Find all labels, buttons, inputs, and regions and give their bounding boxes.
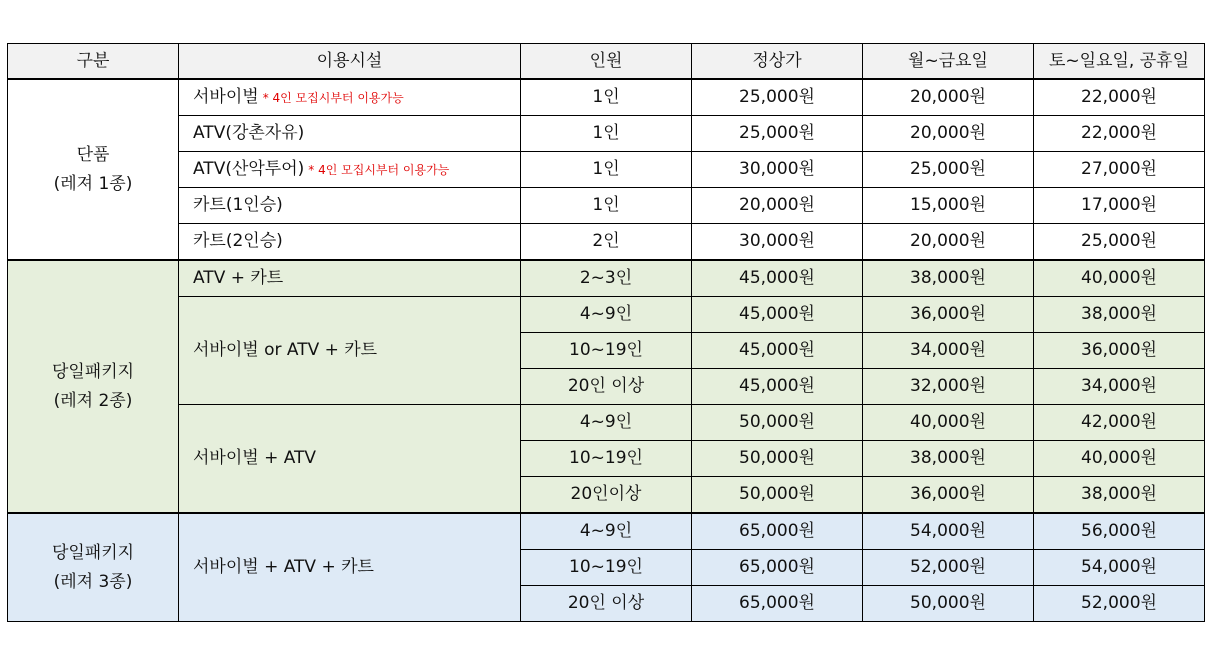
people-cell: 20인 이상 [521,586,692,622]
category-label: 당일패키지 [51,543,135,564]
people-cell: 1인 [521,152,692,188]
table-row [8,152,1205,188]
weekend-price-cell: 54,000원 [1034,550,1205,586]
table-row [8,513,1205,550]
regular-price-cell: 50,000원 [692,441,863,477]
regular-price-cell: 50,000원 [692,477,863,514]
header-regular-price: 정상가 [692,44,863,80]
regular-price-cell: 30,000원 [692,152,863,188]
table-row [8,297,1205,333]
header-row [8,44,1205,80]
facility-cell [179,79,521,116]
category-sub-label: (레져 1종) [53,173,133,194]
category-sub-label: (레져 2종) [53,390,133,411]
regular-price-cell: 50,000원 [692,405,863,441]
weekday-price-cell: 40,000원 [863,405,1034,441]
people-cell: 2~3인 [521,260,692,297]
header-facility: 이용시설 [179,44,521,80]
weekend-price-cell: 25,000원 [1034,224,1205,261]
people-cell: 10~19인 [521,441,692,477]
weekend-price-cell: 52,000원 [1034,586,1205,622]
weekday-price-cell: 52,000원 [863,550,1034,586]
table-row [8,188,1205,224]
facility-cell [179,188,521,224]
weekend-price-cell: 22,000원 [1034,79,1205,116]
table-row [8,224,1205,261]
weekend-price-cell: 36,000원 [1034,333,1205,369]
weekend-price-cell: 42,000원 [1034,405,1205,441]
facility-cell [179,152,521,188]
weekend-price-cell: 34,000원 [1034,369,1205,405]
weekday-price-cell: 38,000원 [863,260,1034,297]
regular-price-cell: 30,000원 [692,224,863,261]
people-cell: 4~9인 [521,297,692,333]
weekend-price-cell: 27,000원 [1034,152,1205,188]
facility-note: * 4인 모집시부터 이용가능 [262,91,404,106]
regular-price-cell: 45,000원 [692,369,863,405]
facility-cell: ATV + 카트 [179,260,521,297]
people-cell: 4~9인 [521,405,692,441]
regular-price-cell: 20,000원 [692,188,863,224]
header-people: 인원 [521,44,692,80]
category-cell [8,260,179,513]
header-weekday-price: 월~금요일 [863,44,1034,80]
facility-label: 카트(1인승) [193,195,283,216]
people-cell: 1인 [521,188,692,224]
facility-cell: 서바이벌 + ATV [179,405,521,514]
weekday-price-cell: 32,000원 [863,369,1034,405]
weekday-price-cell: 25,000원 [863,152,1034,188]
category-cell [8,79,179,260]
group-package-3 [8,513,1205,622]
weekday-price-cell: 34,000원 [863,333,1034,369]
group-single [8,79,1205,260]
people-cell: 2인 [521,224,692,261]
weekday-price-cell: 36,000원 [863,297,1034,333]
weekday-price-cell: 15,000원 [863,188,1034,224]
weekend-price-cell: 38,000원 [1034,297,1205,333]
people-cell: 10~19인 [521,550,692,586]
facility-label: ATV(산악투어) [193,159,305,180]
regular-price-cell: 45,000원 [692,260,863,297]
table-row [8,405,1205,441]
header-weekend-price: 토~일요일, 공휴일 [1034,44,1205,80]
weekend-price-cell: 56,000원 [1034,513,1205,550]
people-cell: 20인이상 [521,477,692,514]
people-cell: 20인 이상 [521,369,692,405]
weekday-price-cell: 20,000원 [863,224,1034,261]
weekend-price-cell: 38,000원 [1034,477,1205,514]
category-cell [8,513,179,622]
category-sub-label: (레져 3종) [53,571,133,592]
table-row [8,79,1205,116]
regular-price-cell: 65,000원 [692,513,863,550]
weekend-price-cell: 40,000원 [1034,441,1205,477]
regular-price-cell: 25,000원 [692,79,863,116]
weekday-price-cell: 20,000원 [863,79,1034,116]
price-table [7,43,1205,622]
header-category: 구분 [8,44,179,80]
facility-cell: 서바이벌 + ATV + 카트 [179,513,521,622]
people-cell: 1인 [521,79,692,116]
weekend-price-cell: 17,000원 [1034,188,1205,224]
weekday-price-cell: 50,000원 [863,586,1034,622]
regular-price-cell: 65,000원 [692,550,863,586]
category-label: 단품 [76,145,110,166]
weekend-price-cell: 22,000원 [1034,116,1205,152]
facility-note: * 4인 모집시부터 이용가능 [308,163,450,178]
people-cell: 1인 [521,116,692,152]
people-cell: 4~9인 [521,513,692,550]
table-row [8,116,1205,152]
facility-label: ATV(강촌자유) [193,123,305,144]
regular-price-cell: 45,000원 [692,297,863,333]
facility-label: 카트(2인승) [193,231,283,252]
table-row [8,260,1205,297]
people-cell: 10~19인 [521,333,692,369]
facility-cell: 서바이벌 or ATV + 카트 [179,297,521,405]
facility-label: 서바이벌 [193,87,259,108]
regular-price-cell: 45,000원 [692,333,863,369]
category-label: 당일패키지 [51,362,135,383]
weekday-price-cell: 36,000원 [863,477,1034,514]
weekday-price-cell: 38,000원 [863,441,1034,477]
weekday-price-cell: 20,000원 [863,116,1034,152]
weekend-price-cell: 40,000원 [1034,260,1205,297]
facility-cell [179,224,521,261]
group-package-2 [8,260,1205,513]
facility-cell [179,116,521,152]
weekday-price-cell: 54,000원 [863,513,1034,550]
regular-price-cell: 25,000원 [692,116,863,152]
regular-price-cell: 65,000원 [692,586,863,622]
